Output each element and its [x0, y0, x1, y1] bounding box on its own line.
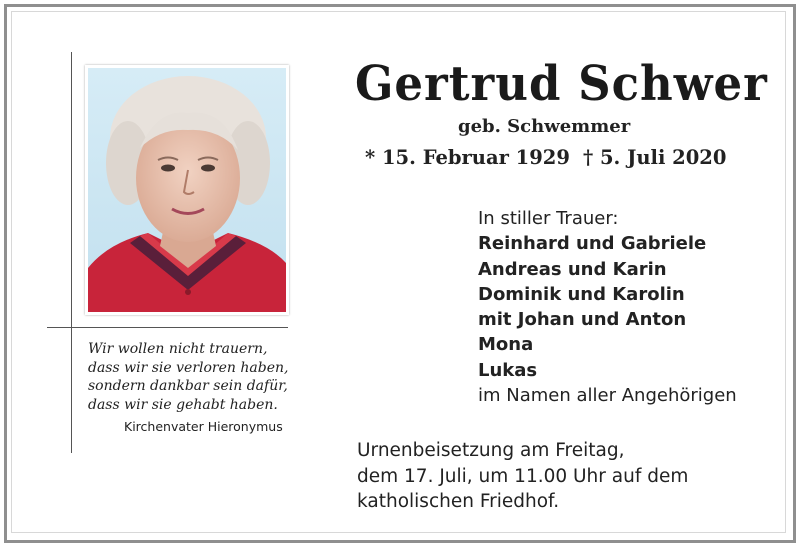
quote-line: sondern dankbar sein dafür,	[88, 378, 288, 394]
life-dates	[365, 146, 727, 169]
portrait-photo	[85, 65, 289, 315]
deceased-name: Gertrud Schwer	[355, 56, 768, 112]
quote-author: Kirchenvater Hieronymus	[124, 419, 283, 434]
burial-line: Urnenbeisetzung am Freitag,	[357, 440, 625, 461]
mourners-closing: im Namen aller Angehörigen	[478, 385, 737, 407]
portrait-image	[88, 68, 286, 312]
burial-line: dem 17. Juli, um 11.00 Uhr auf dem	[357, 465, 689, 487]
mourner-name: Mona	[478, 334, 534, 356]
quote-line: dass wir sie gehabt haben.	[88, 396, 278, 413]
death-date: † 5. Juli 2020	[583, 146, 727, 169]
maiden-name: geb. Schwemmer	[458, 116, 631, 137]
mourner-name: Lukas	[478, 359, 538, 381]
mourners-block	[478, 206, 737, 408]
vertical-rule	[71, 52, 72, 453]
burial-line: katholischen Friedhof.	[357, 491, 560, 512]
mourner-name: Andreas und Karin	[478, 258, 667, 280]
mourner-name: Reinhard und Gabriele	[478, 233, 707, 255]
horizontal-rule	[47, 327, 288, 328]
quote-line: dass wir sie verloren haben,	[88, 359, 289, 376]
birth-date: * 15. Februar 1929	[365, 146, 570, 169]
quote-block	[88, 340, 308, 414]
mourner-name: mit Johan und Anton	[478, 309, 687, 331]
burial-notice	[357, 438, 688, 515]
quote-line: Wir wollen nicht trauern,	[88, 341, 268, 357]
mourner-name: Dominik und Karolin	[478, 283, 685, 305]
mourners-intro: In stiller Trauer:	[478, 208, 619, 229]
